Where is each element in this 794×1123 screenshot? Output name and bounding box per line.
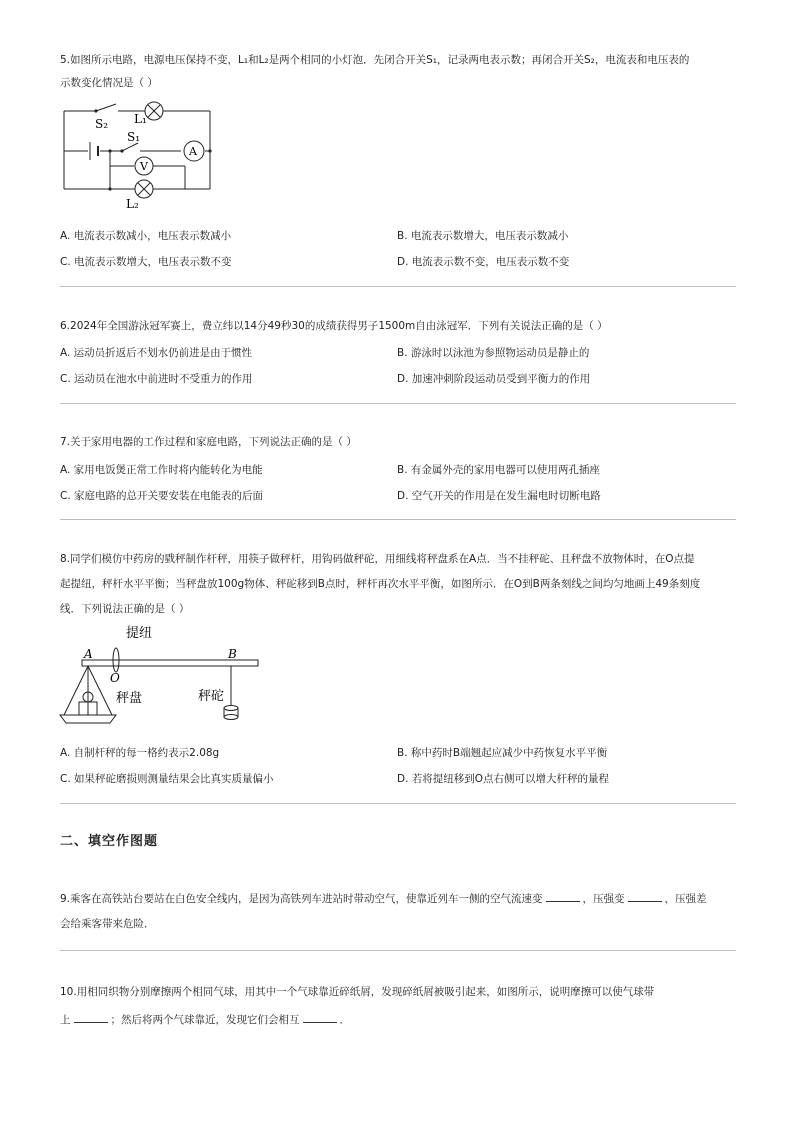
- divider: [60, 403, 736, 404]
- question-9: [60, 887, 736, 937]
- q9-blank-1[interactable]: [546, 892, 580, 902]
- q5-option-d[interactable]: D. 电流表示数不变，电压表示数不变: [397, 256, 570, 268]
- q5-option-b[interactable]: B. 电流表示数增大，电压表示数减小: [397, 230, 569, 242]
- q8-label-b: B: [228, 647, 237, 661]
- q8-label-pan: 秤盘: [116, 691, 143, 706]
- q6-option-d[interactable]: D. 加速冲刺阶段运动员受到平衡力的作用: [397, 373, 591, 385]
- q10-stem-line1: 10.用相同织物分别摩擦两个相同气球，用其中一个气球靠近碎纸屑，发现碎纸屑被吸引起来，如图所示，说明摩擦可以使气球带: [60, 986, 655, 998]
- divider: [60, 519, 736, 520]
- q10-text-a: 上: [60, 1014, 71, 1026]
- q10-stem-line2: [60, 1008, 736, 1033]
- q5-option-c[interactable]: C. 电流表示数增大，电压表示数不变: [60, 256, 232, 268]
- q9-stem-line1: [60, 887, 736, 912]
- q6-option-b[interactable]: B. 游泳时以泳池为参照物运动员是静止的: [397, 347, 590, 359]
- q8-option-c[interactable]: C. 如果秤砣磨损则测量结果会比真实质量偏小: [60, 773, 274, 785]
- q7-option-b[interactable]: B. 有金属外壳的家用电器可以使用两孔插座: [397, 464, 600, 476]
- q9-blank-2[interactable]: [628, 892, 662, 902]
- q8-stem-line1: 8.同学们模仿中药房的戥秤制作杆秤，用筷子做秤杆，用钩码做秤砣，用细线将秤盘系在A点．当不挂秤砣、且秤盘不放物体时，在O点提: [60, 553, 695, 565]
- q8-stem-line3: 线．下列说法正确的是（ ）: [60, 603, 190, 615]
- q5-stem-line2: 示数变化情况是（ ）: [60, 77, 158, 89]
- q5-label-ammeter: A: [189, 145, 197, 158]
- q8-label-weight: 秤砣: [198, 689, 225, 704]
- q8-steelyard-diagram: [58, 622, 268, 734]
- q9-text-b: ，压强变: [582, 893, 625, 905]
- q8-label-o: O: [110, 671, 120, 685]
- q9-stem-line2: 会给乘客带来危险．: [60, 918, 155, 930]
- question-5: [60, 48, 736, 96]
- q9-text-c: ，压强差: [664, 893, 707, 905]
- q8-option-b[interactable]: B. 称中药时B端翘起应减少中药恢复水平平衡: [397, 747, 608, 759]
- q9-text-a: 9.乘客在高铁站台要站在白色安全线内，是因为高铁列车进站时带动空气，使靠近列车一侧的空气流速变: [60, 893, 543, 905]
- question-6: [60, 314, 736, 339]
- divider: [60, 950, 736, 951]
- q5-circuit-diagram: [58, 98, 228, 218]
- question-8: [60, 547, 736, 622]
- q10-blank-1[interactable]: [74, 1013, 108, 1023]
- q5-label-l2: L₂: [126, 197, 139, 211]
- q6-option-a[interactable]: A. 运动员折返后不划水仍前进是由于惯性: [60, 347, 253, 359]
- divider: [60, 803, 736, 804]
- q10-text-b: ；然后将两个气球靠近，发现它们会相互: [110, 1014, 300, 1026]
- q8-option-a[interactable]: A. 自制杆秤的每一格约表示2.08g: [60, 747, 220, 759]
- q8-option-d[interactable]: D. 若将提纽移到O点右侧可以增大杆秤的量程: [397, 773, 610, 785]
- q5-option-a[interactable]: A. 电流表示数减小，电压表示数减小: [60, 230, 232, 242]
- q5-stem-line1: 5.如图所示电路，电源电压保持不变，L₁和L₂是两个相同的小灯泡．先闭合开关S₁，记录两电表示数；再闭合开关S₂，电流表和电压表的: [60, 54, 690, 66]
- q8-label-handle: 提纽: [126, 626, 153, 641]
- q10-text-c: ．: [339, 1014, 350, 1026]
- divider: [60, 286, 736, 287]
- q7-option-a[interactable]: A. 家用电饭煲正常工作时将内能转化为电能: [60, 464, 263, 476]
- q6-option-c[interactable]: C. 运动员在池水中前进时不受重力的作用: [60, 373, 253, 385]
- q8-stem-line2: 起提纽，秤杆水平平衡；当秤盘放100g物体、秤砣移到B点时，秤杆再次水平平衡，如图所示．在O到B两条刻线之间均匀地画上49条刻度: [60, 578, 701, 590]
- q5-label-s2: S₂: [95, 117, 109, 131]
- q7-option-c[interactable]: C. 家庭电路的总开关要安装在电能表的后面: [60, 490, 264, 502]
- q5-label-voltmeter: V: [140, 160, 148, 173]
- q7-option-d[interactable]: D. 空气开关的作用是在发生漏电时切断电路: [397, 490, 601, 502]
- question-10: [60, 980, 736, 1033]
- q5-label-l1: L₁: [134, 112, 147, 126]
- q5-label-s1: S₁: [127, 130, 141, 144]
- section-title: 二、填空作图题: [60, 834, 159, 849]
- q10-blank-2[interactable]: [303, 1013, 337, 1023]
- q8-label-a: A: [84, 647, 93, 661]
- question-7: [60, 430, 736, 455]
- q6-stem: 6.2024年全国游泳冠军赛上，费立纬以14分49秒30的成绩获得男子1500m自由泳冠军．下列有关说法正确的是（ ）: [60, 320, 608, 332]
- q7-stem: 7.关于家用电器的工作过程和家庭电路，下列说法正确的是（ ）: [60, 436, 357, 448]
